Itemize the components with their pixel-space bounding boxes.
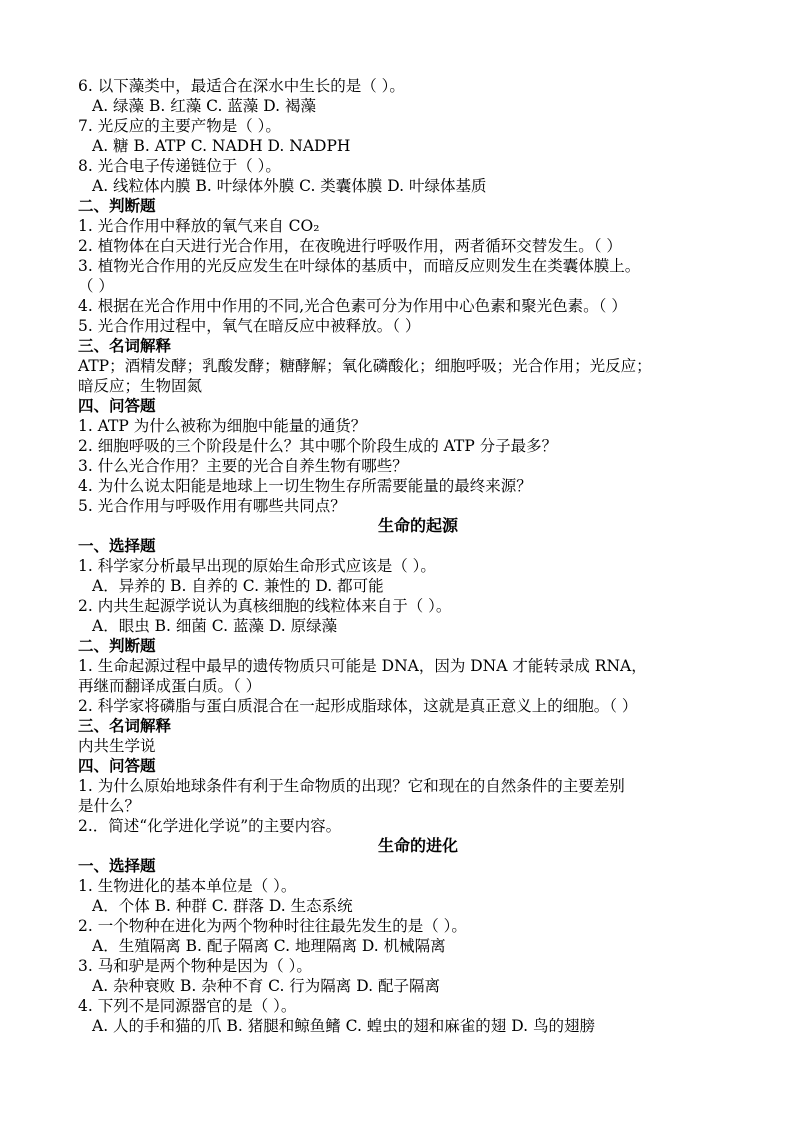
- question-line: 2. 植物体在白天进行光合作用，在夜晚进行呼吸作用，两者循环交替发生。（ ）: [78, 237, 622, 255]
- chapter-title: 生命的进化: [377, 836, 458, 855]
- question-line: 1. 生物进化的基本单位是（ ）。: [78, 877, 297, 895]
- options-line: A. 人的手和猫的爪 B. 猪腿和鲸鱼鳍 C. 蝗虫的翅和麻雀的翅 D. 鸟的翅膀: [92, 1017, 595, 1035]
- question-line: 1. 生命起源过程中最早的遗传物质只可能是 DNA，因为 DNA 才能转录成 RNA，: [78, 657, 647, 675]
- document-body: [78, 76, 758, 1036]
- question-line: ATP；酒精发酵；乳酸发酵；糖酵解；氧化磷酸化；细胞呼吸；光合作用；光反应；: [78, 357, 652, 375]
- section-heading: 一、选择题: [78, 536, 156, 555]
- question-line: 1. ATP 为什么被称为细胞中能量的通货？: [78, 417, 367, 435]
- question-line: 4. 根据在光合作用中作用的不同,光合色素可分为作用中心色素和聚光色素。（ ）: [78, 297, 627, 315]
- question-line: 5. 光合作用与呼吸作用有哪些共同点？: [78, 497, 346, 515]
- section-heading: 四、问答题: [78, 396, 156, 415]
- question-line: 7. 光反应的主要产物是（ ）。: [78, 117, 281, 135]
- section-heading: 四、问答题: [78, 756, 156, 775]
- question-line: 2. 一个物种在进化为两个物种时往往最先发生的是（ ）。: [78, 917, 467, 935]
- options-line: A．眼虫 B. 细菌 C. 蓝藻 D. 原绿藻: [92, 617, 338, 635]
- question-line: 1. 为什么原始地球条件有利于生命物质的出现？它和现在的自然条件的主要差别: [78, 777, 625, 795]
- question-line: 再继而翻译成蛋白质。（ ）: [78, 677, 262, 695]
- question-line: 6. 以下藻类中，最适合在深水中生长的是（ ）。: [78, 77, 405, 95]
- question-line: 2. 细胞呼吸的三个阶段是什么？其中哪个阶段生成的 ATP 分子最多？: [78, 437, 558, 455]
- question-line: 暗反应；生物固氮: [78, 377, 203, 395]
- options-line: A．生殖隔离 B. 配子隔离 C. 地理隔离 D. 机械隔离: [92, 937, 446, 955]
- question-line: （ ）: [78, 277, 114, 295]
- chapter-title: 生命的起源: [377, 516, 458, 535]
- question-line: 2. 内共生起源学说认为真核细胞的线粒体来自于（ ）。: [78, 597, 452, 615]
- section-heading: 二、判断题: [78, 196, 156, 215]
- question-line: 1. 光合作用中释放的氧气来自 CO₂: [78, 217, 320, 235]
- options-line: A. 绿藻 B. 红藻 C. 蓝藻 D. 褐藻: [92, 97, 316, 115]
- question-line: 2.．简述“化学进化学说”的主要内容。: [78, 817, 342, 835]
- section-heading: 三、名词解释: [78, 336, 172, 355]
- question-line: 内共生学说: [78, 737, 156, 755]
- section-heading: 三、名词解释: [78, 716, 172, 735]
- options-line: A. 线粒体内膜 B. 叶绿体外膜 C. 类囊体膜 D. 叶绿体基质: [92, 177, 487, 195]
- options-line: A. 杂种衰败 B. 杂种不育 C. 行为隔离 D. 配子隔离: [92, 977, 440, 995]
- options-line: A. 糖 B. ATP C. NADH D. NADPH: [92, 137, 351, 155]
- question-line: 4. 为什么说太阳能是地球上一切生物生存所需要能量的最终来源？: [78, 477, 532, 495]
- question-line: 是什么？: [78, 797, 141, 815]
- question-line: 3. 植物光合作用的光反应发生在叶绿体的基质中，而暗反应则发生在类囊体膜上。: [78, 257, 641, 275]
- question-line: 1. 科学家分析最早出现的原始生命形式应该是（ ）。: [78, 557, 436, 575]
- question-line: 2. 科学家将磷脂与蛋白质混合在一起形成脂球体，这就是真正意义上的细胞。（ ）: [78, 697, 638, 715]
- section-heading: 二、判断题: [78, 636, 156, 655]
- question-line: 4. 下列不是同源器官的是（ ）。: [78, 997, 297, 1015]
- options-line: A．个体 B. 种群 C. 群落 D. 生态系统: [92, 897, 353, 915]
- question-line: 8. 光合电子传递链位于（ ）。: [78, 157, 281, 175]
- section-heading: 一、选择题: [78, 856, 156, 875]
- options-line: A．异养的 B. 自养的 C. 兼性的 D. 都可能: [92, 577, 384, 595]
- question-line: 5. 光合作用过程中，氧气在暗反应中被释放。（ ）: [78, 317, 421, 335]
- question-line: 3. 马和驴是两个物种是因为（ ）。: [78, 957, 312, 975]
- question-line: 3. 什么光合作用？主要的光合自养生物有哪些？: [78, 457, 408, 475]
